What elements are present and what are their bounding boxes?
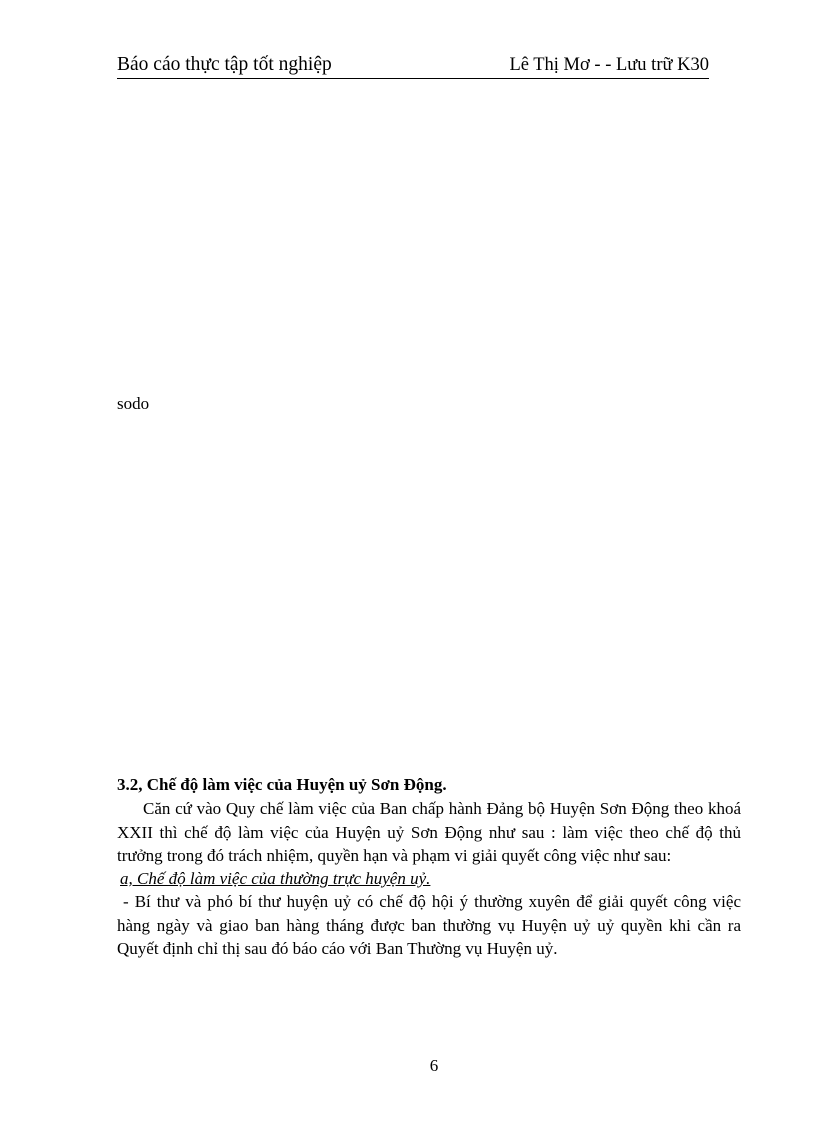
diagram-placeholder: sodo	[117, 394, 150, 413]
section-title: 3.2, Chế độ làm việc của Huyện uỷ Sơn Động.	[117, 775, 447, 794]
subheading-text: a, Chế độ làm việc của thường trực huyện uỷ.	[120, 869, 431, 889]
header-report-title: Báo cáo thực tập tốt nghiệp	[117, 54, 332, 75]
section-content	[117, 773, 741, 960]
bullet-paragraph: - Bí thư và phó bí thư huyện uỷ có chế độ hội ý thường xuyên để giải quyết công việc hàng ngày và giao ban hàng tháng được ban thường vụ Huyện uỷ uỷ quyền khi cần ra Quyết định chỉ thị sau đó báo cáo với Ban Thường vụ Huyện uỷ.	[117, 892, 741, 959]
subheading	[117, 867, 741, 890]
page-number: 6	[429, 1056, 439, 1075]
intro-paragraph: Căn cứ vào Quy chế làm việc của Ban chấp hành Đảng bộ Huyện Sơn Động theo khoá XXII thì chế độ làm việc của Huyện uỷ Sơn Động như sau : làm việc theo chế độ thủ trưởng trong đó trách nhiệm, quyền hạn và phạm vi giải quyết công việc như sau:	[117, 799, 741, 865]
page-header	[117, 52, 709, 79]
header-author: Lê Thị Mơ - - Lưu trữ K30	[509, 55, 709, 75]
